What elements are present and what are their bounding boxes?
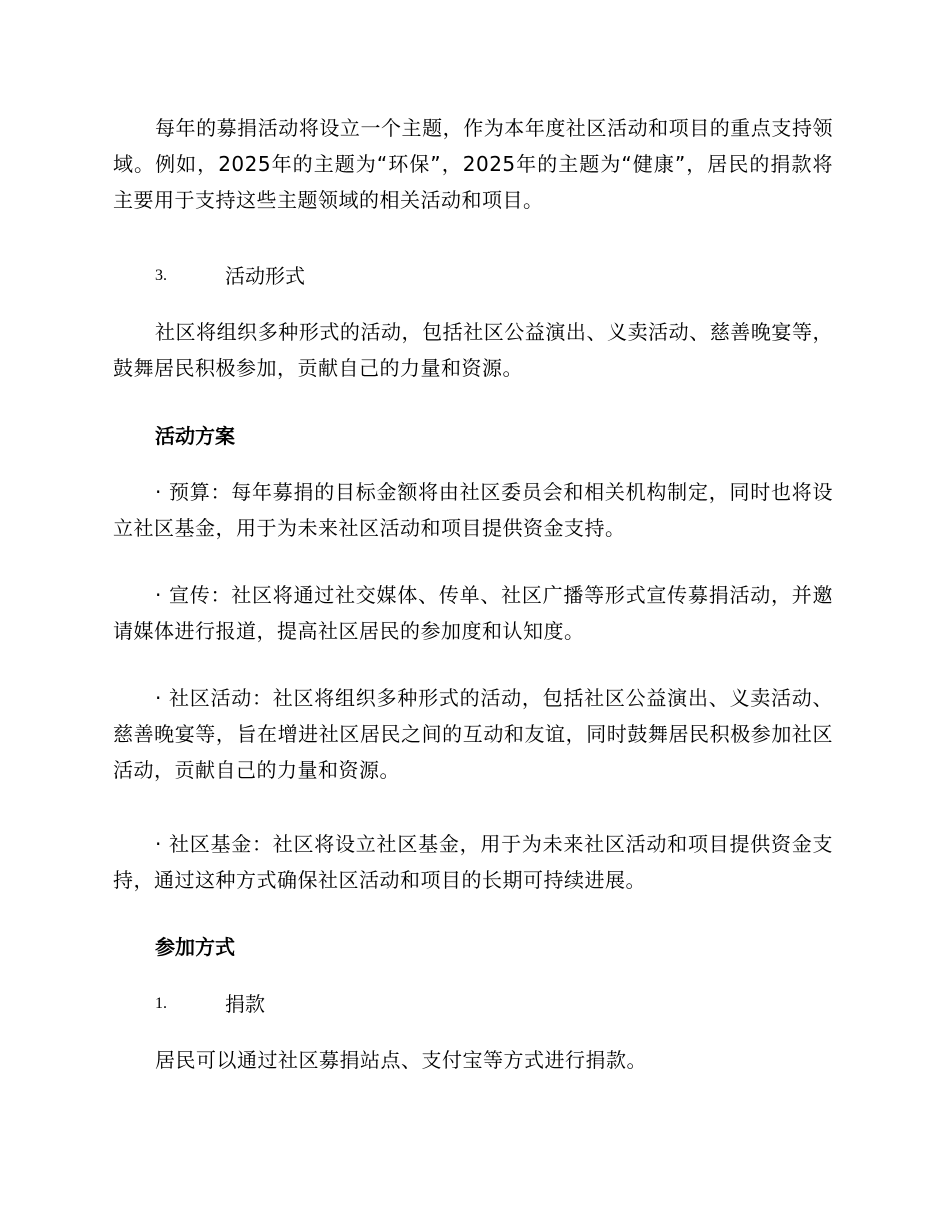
intro-paragraph: 每年的募捐活动将设立一个主题，作为本年度社区活动和项目的重点支持领域。例如，2025年的主题为“环保”，2025年的主题为“健康”，居民的捐款将主要用于支持这些主题领域的相关活动和项目。 bbox=[113, 116, 833, 212]
section-3-title: 活动形式 bbox=[225, 264, 305, 288]
participation-heading: 参加方式 bbox=[155, 935, 235, 959]
plan-item-community-activities: · 社区活动：社区将组织多种形式的活动，包括社区公益演出、义卖活动、慈善晚宴等，旨在增进社区居民之间的互动和友谊，同时鼓舞居民积极参加社区活动，贡献自己的力量和资源。 bbox=[113, 686, 833, 782]
plan-item-publicity: · 宣传：社区将通过社交媒体、传单、社区广播等形式宣传募捐活动，并邀请媒体进行报道，提高社区居民的参加度和认知度。 bbox=[113, 583, 833, 643]
section-3-body: 社区将组织多种形式的活动，包括社区公益演出、义卖活动、慈善晚宴等，鼓舞居民积极参加，贡献自己的力量和资源。 bbox=[113, 320, 833, 380]
participation-item-1-number: 1. bbox=[155, 995, 167, 1012]
participation-item-1-title: 捐款 bbox=[225, 992, 265, 1016]
plan-item-community-fund: · 社区基金：社区将设立社区基金，用于为未来社区活动和项目提供资金支持，通过这种方式确保社区活动和项目的长期可持续进展。 bbox=[113, 832, 833, 892]
section-3-number: 3. bbox=[155, 267, 167, 284]
plan-item-budget: · 预算：每年募捐的目标金额将由社区委员会和相关机构制定，同时也将设立社区基金，用于为未来社区活动和项目提供资金支持。 bbox=[113, 480, 833, 540]
participation-item-1-body: 居民可以通过社区募捐站点、支付宝等方式进行捐款。 bbox=[155, 1048, 647, 1072]
plan-heading: 活动方案 bbox=[155, 424, 235, 448]
